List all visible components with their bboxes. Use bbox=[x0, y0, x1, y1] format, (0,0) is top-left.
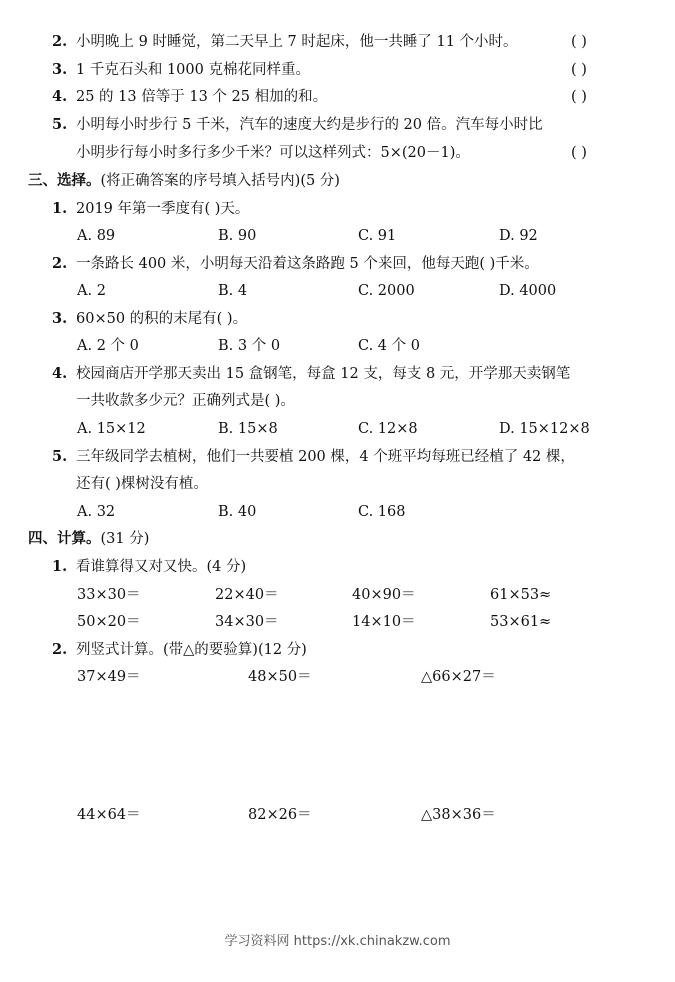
item-text: 小明晚上 9 时睡觉，第二天早上 7 时起床，他一共睡了 11 个小时。 bbox=[76, 34, 518, 50]
vertical-calc-item: 44×64＝ bbox=[77, 807, 141, 823]
vertical-calc-item: 37×49＝ bbox=[77, 669, 141, 685]
footer-watermark: 学习资料网 https://xk.chinakzw.com bbox=[224, 934, 451, 949]
item-text: 25 的 13 倍等于 13 个 25 相加的和。 bbox=[76, 89, 328, 105]
item-number: 2. bbox=[52, 33, 68, 50]
question-text: 一条路长 400 米，小明每天沿着这条路跑 5 个来回，他每天跑( )千米。 bbox=[76, 256, 539, 272]
option-a[interactable]: A. 89 bbox=[77, 228, 116, 244]
item-number: 3. bbox=[52, 61, 68, 78]
question-text-line1: 三年级同学去植树，他们一共要植 200 棵，4 个班平均每班已经植了 42 棵， bbox=[76, 449, 575, 465]
vertical-calc-item: 48×50＝ bbox=[248, 669, 312, 685]
question-text-line2: 一共收款多少元？正确列式是( )。 bbox=[76, 393, 295, 409]
question-number: 3. bbox=[52, 310, 68, 327]
option-b[interactable]: B. 3 个 0 bbox=[218, 338, 281, 354]
item-text-line2: 小明步行每小时多行多少千米？可以这样列式：5×(20－1)。 bbox=[76, 145, 470, 161]
section-title: 四、计算。 bbox=[28, 530, 101, 547]
oral-calc-item: 33×30＝ bbox=[77, 587, 141, 603]
item-text-line1: 小明每小时步行 5 千米，汽车的速度大约是步行的 20 倍。汽车每小时比 bbox=[76, 117, 543, 133]
option-d[interactable]: D. 4000 bbox=[499, 283, 557, 299]
section-note: (将正确答案的序号填入括号内)(5 分) bbox=[100, 173, 340, 189]
vertical-calc-item: 82×26＝ bbox=[248, 807, 312, 823]
part-number: 2. bbox=[52, 641, 68, 658]
option-b[interactable]: B. 40 bbox=[218, 504, 257, 520]
item-text: 1 千克石头和 1000 克棉花同样重。 bbox=[76, 62, 310, 78]
section-choice-title bbox=[28, 171, 340, 191]
question-number: 2. bbox=[52, 255, 68, 272]
oral-calc-item: 61×53≈ bbox=[490, 587, 552, 603]
question-text-line2: 还有( )棵树没有植。 bbox=[76, 476, 208, 492]
answer-paren[interactable]: ( ) bbox=[571, 89, 587, 105]
option-b[interactable]: B. 15×8 bbox=[218, 421, 278, 437]
part-number: 1. bbox=[52, 558, 68, 575]
question-text: 2019 年第一季度有( )天。 bbox=[76, 201, 250, 217]
option-a[interactable]: A. 15×12 bbox=[77, 421, 146, 437]
option-b[interactable]: B. 4 bbox=[218, 283, 248, 299]
option-a[interactable]: A. 32 bbox=[77, 504, 116, 520]
oral-calc-item: 53×61≈ bbox=[490, 614, 552, 630]
part-text: 列竖式计算。(带△的要验算)(12 分) bbox=[76, 642, 307, 658]
part-text: 看谁算得又对又快。(4 分) bbox=[76, 559, 247, 575]
question-number: 5. bbox=[52, 448, 68, 465]
section-calc-title bbox=[28, 529, 149, 549]
option-b[interactable]: B. 90 bbox=[218, 228, 257, 244]
oral-calc-item: 22×40＝ bbox=[215, 587, 279, 603]
answer-paren[interactable]: ( ) bbox=[571, 62, 587, 78]
option-d[interactable]: D. 92 bbox=[499, 228, 538, 244]
oral-calc-item: 50×20＝ bbox=[77, 614, 141, 630]
option-c[interactable]: C. 91 bbox=[358, 228, 397, 244]
vertical-calc-item: △38×36＝ bbox=[421, 807, 496, 823]
vertical-calc-item: △66×27＝ bbox=[421, 669, 496, 685]
oral-calc-item: 40×90＝ bbox=[352, 587, 416, 603]
item-number: 5. bbox=[52, 116, 68, 133]
question-text-line1: 校园商店开学那天卖出 15 盒钢笔，每盒 12 支，每支 8 元，开学那天卖钢笔 bbox=[76, 366, 571, 382]
answer-paren[interactable]: ( ) bbox=[571, 34, 587, 50]
section-note: (31 分) bbox=[100, 531, 150, 547]
option-c[interactable]: C. 12×8 bbox=[358, 421, 418, 437]
oral-calc-item: 14×10＝ bbox=[352, 614, 416, 630]
item-number: 4. bbox=[52, 88, 68, 105]
option-a[interactable]: A. 2 个 0 bbox=[77, 338, 139, 354]
oral-calc-item: 34×30＝ bbox=[215, 614, 279, 630]
option-c[interactable]: C. 2000 bbox=[358, 283, 415, 299]
option-d[interactable]: D. 15×12×8 bbox=[499, 421, 590, 437]
question-number: 1. bbox=[52, 200, 68, 217]
option-c[interactable]: C. 168 bbox=[358, 504, 406, 520]
option-c[interactable]: C. 4 个 0 bbox=[358, 338, 420, 354]
question-number: 4. bbox=[52, 365, 68, 382]
question-text: 60×50 的积的末尾有( )。 bbox=[76, 311, 248, 327]
answer-paren[interactable]: ( ) bbox=[571, 145, 587, 161]
section-title: 三、选择。 bbox=[28, 172, 101, 189]
option-a[interactable]: A. 2 bbox=[77, 283, 106, 299]
